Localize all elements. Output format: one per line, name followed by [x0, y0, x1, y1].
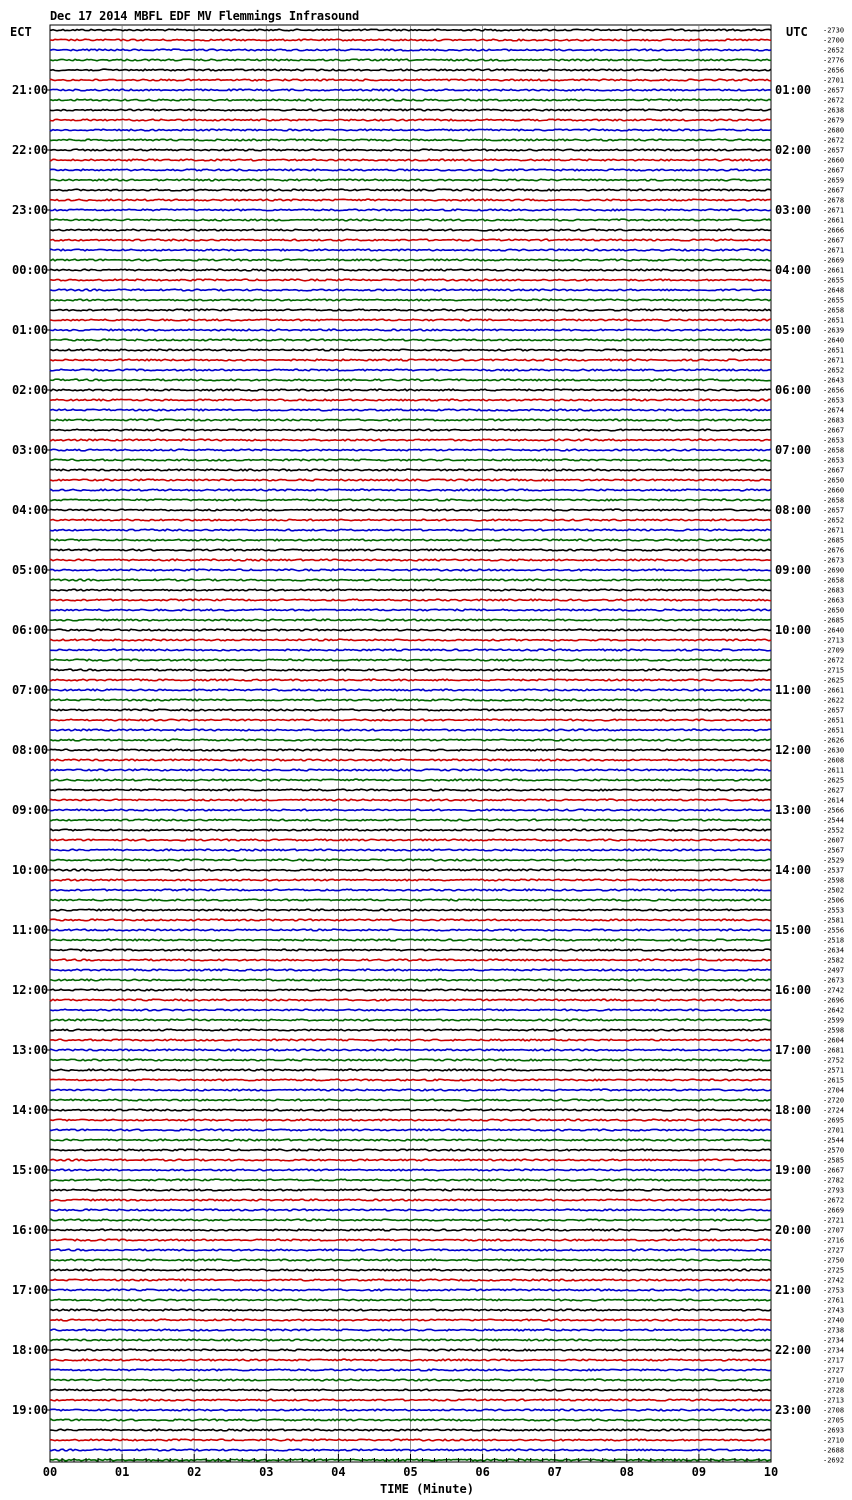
left-hour-label: 04:00	[12, 503, 49, 517]
trace-value-label: -2651	[823, 716, 845, 725]
trace-value-label: -2661	[823, 216, 845, 225]
trace-value-label: -2502	[823, 886, 845, 895]
trace-line	[50, 339, 771, 341]
trace-value-label: -2674	[823, 406, 845, 415]
x-tick-label: 02	[186, 1465, 202, 1479]
left-hour-label: 03:00	[12, 443, 49, 457]
trace-value-label: -2653	[823, 436, 845, 445]
trace-line	[50, 889, 771, 891]
trace-line	[50, 909, 771, 911]
trace-line	[50, 1029, 771, 1031]
x-tick-label: 07	[547, 1465, 562, 1479]
left-hour-label: 18:00	[12, 1343, 49, 1357]
trace-line	[50, 79, 771, 81]
right-hour-label: 15:00	[775, 923, 812, 937]
trace-value-label: -2660	[823, 156, 845, 165]
right-hour-label: 04:00	[775, 263, 812, 277]
trace-value-label: -2626	[823, 736, 845, 745]
x-tick-label: 03	[259, 1465, 274, 1479]
trace-value-label: -2742	[823, 1276, 845, 1285]
trace-value-label: -2696	[823, 996, 845, 1005]
x-tick-label: 08	[619, 1465, 635, 1479]
trace-value-label: -2713	[823, 1396, 845, 1405]
trace-value-label: -2648	[823, 286, 845, 295]
trace-line	[50, 209, 771, 211]
left-hour-label: 11:00	[12, 923, 49, 937]
trace-line	[50, 1199, 771, 1201]
trace-value-label: -2614	[823, 796, 845, 805]
trace-line	[50, 1309, 771, 1311]
trace-value-label: -2656	[823, 66, 845, 75]
right-hour-label: 08:00	[775, 503, 812, 517]
trace-value-label: -2615	[823, 1076, 845, 1085]
trace-line	[50, 1259, 771, 1261]
trace-line	[50, 879, 771, 881]
trace-value-label: -2701	[823, 76, 845, 85]
trace-value-label: -2642	[823, 1006, 845, 1015]
trace-value-label: -2659	[823, 176, 845, 185]
trace-value-label: -2643	[823, 376, 845, 385]
trace-value-label: -2625	[823, 776, 845, 785]
trace-value-label: -2683	[823, 586, 845, 595]
trace-line	[50, 269, 771, 271]
trace-value-label: -2793	[823, 1186, 845, 1195]
trace-value-label: -2713	[823, 636, 845, 645]
trace-value-label: -2651	[823, 726, 845, 735]
x-tick-label: 10	[763, 1465, 779, 1479]
trace-value-label: -2627	[823, 786, 845, 795]
trace-line	[50, 409, 771, 411]
trace-value-label: -2709	[823, 646, 845, 655]
trace-value-label: -2727	[823, 1366, 845, 1375]
trace-value-label: -2604	[823, 1036, 845, 1045]
right-hour-label: 09:00	[775, 563, 812, 577]
trace-value-label: -2685	[823, 616, 845, 625]
trace-line	[50, 1009, 771, 1011]
trace-value-label: -2658	[823, 306, 845, 315]
right-hour-label: 18:00	[775, 1103, 812, 1117]
right-hour-label: 23:00	[775, 1403, 812, 1417]
trace-value-label: -2721	[823, 1216, 845, 1225]
trace-value-label: -2630	[823, 746, 845, 755]
trace-value-label: -2695	[823, 1116, 845, 1125]
trace-value-label: -2667	[823, 1166, 845, 1175]
left-hour-label: 14:00	[12, 1103, 49, 1117]
x-tick-label: 05	[403, 1465, 418, 1479]
left-hour-label: 23:00	[12, 203, 49, 217]
left-hour-label: 06:00	[12, 623, 49, 637]
trace-value-label: -2673	[823, 556, 845, 565]
trace-value-label: -2688	[823, 1446, 845, 1455]
x-tick-label: 01	[114, 1465, 130, 1479]
trace-line	[50, 999, 771, 1001]
trace-line	[50, 179, 771, 181]
trace-value-label: -2716	[823, 1236, 845, 1245]
trace-value-label: -2734	[823, 1346, 845, 1355]
trace-value-label: -2683	[823, 416, 845, 425]
left-hour-label: 09:00	[12, 803, 49, 817]
trace-line	[50, 119, 771, 121]
left-hour-label: 15:00	[12, 1163, 49, 1177]
trace-line	[50, 529, 771, 531]
left-hour-label: 02:00	[12, 383, 49, 397]
trace-value-label: -2581	[823, 916, 845, 925]
trace-value-label: -2655	[823, 296, 845, 305]
trace-value-label: -2652	[823, 366, 845, 375]
trace-value-label: -2656	[823, 386, 845, 395]
trace-value-label: -2634	[823, 946, 845, 955]
trace-value-label: -2651	[823, 316, 845, 325]
trace-value-label: -2715	[823, 666, 845, 675]
trace-value-label: -2700	[823, 36, 845, 45]
trace-value-label: -2666	[823, 226, 845, 235]
left-hour-label: 17:00	[12, 1283, 49, 1297]
trace-value-label: -2552	[823, 826, 845, 835]
trace-value-label: -2678	[823, 196, 845, 205]
trace-line	[50, 69, 771, 71]
trace-value-label: -2734	[823, 1336, 845, 1345]
trace-value-label: -2660	[823, 486, 845, 495]
trace-line	[50, 1429, 771, 1431]
trace-line	[50, 459, 771, 461]
x-tick-label: 09	[691, 1465, 707, 1479]
trace-value-label: -2738	[823, 1326, 845, 1335]
trace-value-label: -2658	[823, 446, 845, 455]
trace-value-label: -2663	[823, 596, 845, 605]
trace-line	[50, 229, 771, 231]
trace-value-label: -2582	[823, 956, 845, 965]
trace-value-label: -2728	[823, 1386, 845, 1395]
trace-line	[50, 829, 771, 831]
trace-line	[50, 1179, 771, 1181]
trace-value-label: -2672	[823, 136, 845, 145]
trace-line	[50, 149, 771, 151]
trace-line	[50, 299, 771, 301]
trace-line	[50, 619, 771, 621]
right-hour-label: 03:00	[775, 203, 812, 217]
trace-value-label: -2753	[823, 1286, 845, 1295]
right-hour-label: 07:00	[775, 443, 812, 457]
trace-value-label: -2658	[823, 496, 845, 505]
trace-value-label: -2776	[823, 56, 845, 65]
trace-line	[50, 1379, 771, 1381]
trace-line	[50, 219, 771, 221]
trace-line	[50, 1079, 771, 1081]
trace-line	[50, 1019, 771, 1021]
trace-value-label: -2571	[823, 1066, 845, 1075]
trace-value-label: -2658	[823, 576, 845, 585]
trace-line	[50, 969, 771, 971]
trace-value-label: -2671	[823, 526, 845, 535]
trace-value-label: -2669	[823, 256, 845, 265]
trace-value-label: -2667	[823, 236, 845, 245]
trace-value-label: -2640	[823, 626, 845, 635]
trace-value-label: -2585	[823, 1156, 845, 1165]
x-axis-label: TIME (Minute)	[380, 1482, 474, 1496]
trace-value-label: -2671	[823, 246, 845, 255]
trace-value-label: -2672	[823, 656, 845, 665]
right-hour-label: 13:00	[775, 803, 812, 817]
trace-value-label: -2740	[823, 1316, 845, 1325]
trace-line	[50, 1239, 771, 1241]
trace-value-label: -2671	[823, 356, 845, 365]
right-hour-label: 16:00	[775, 983, 812, 997]
right-hour-label: 10:00	[775, 623, 812, 637]
trace-value-label: -2704	[823, 1086, 845, 1095]
right-hour-label: 17:00	[775, 1043, 812, 1057]
trace-line	[50, 249, 771, 251]
trace-value-label: -2640	[823, 336, 845, 345]
trace-value-label: -2710	[823, 1376, 845, 1385]
trace-value-label: -2652	[823, 46, 845, 55]
trace-value-label: -2672	[823, 1196, 845, 1205]
trace-line	[50, 369, 771, 371]
left-hour-label: 19:00	[12, 1403, 49, 1417]
trace-line	[50, 749, 771, 751]
trace-line	[50, 39, 771, 41]
trace-value-label: -2717	[823, 1356, 845, 1365]
trace-line	[50, 279, 771, 281]
trace-line	[50, 1339, 771, 1341]
left-timezone-label: ECT	[10, 25, 32, 39]
trace-value-label: -2667	[823, 186, 845, 195]
left-hour-label: 01:00	[12, 323, 49, 337]
trace-line	[50, 489, 771, 491]
left-hour-label: 21:00	[12, 83, 49, 97]
trace-line	[50, 429, 771, 431]
trace-value-label: -2681	[823, 1046, 845, 1055]
trace-value-label: -2506	[823, 896, 845, 905]
left-hour-label: 16:00	[12, 1223, 49, 1237]
trace-value-label: -2752	[823, 1056, 845, 1065]
x-tick-label: 00	[42, 1465, 58, 1479]
trace-value-label: -2761	[823, 1296, 845, 1305]
trace-value-label: -2661	[823, 266, 845, 275]
trace-line	[50, 349, 771, 351]
left-hour-label: 12:00	[12, 983, 49, 997]
trace-value-label: -2671	[823, 206, 845, 215]
trace-line	[50, 1249, 771, 1251]
trace-value-label: -2657	[823, 146, 845, 155]
right-hour-label: 19:00	[775, 1163, 812, 1177]
trace-value-label: -2710	[823, 1436, 845, 1445]
trace-value-label: -2622	[823, 696, 845, 705]
trace-line	[50, 519, 771, 521]
trace-value-label: -2667	[823, 166, 845, 175]
trace-line	[50, 309, 771, 311]
trace-value-label: -2672	[823, 96, 845, 105]
trace-value-label: -2657	[823, 506, 845, 515]
trace-line	[50, 1279, 771, 1281]
trace-line	[50, 439, 771, 441]
trace-value-label: -2669	[823, 1206, 845, 1215]
trace-line	[50, 769, 771, 771]
trace-value-label: -2693	[823, 1426, 845, 1435]
trace-line	[50, 1369, 771, 1371]
trace-value-label: -2730	[823, 26, 845, 35]
trace-line	[50, 679, 771, 681]
trace-value-label: -2743	[823, 1306, 845, 1315]
right-timezone-label: UTC	[786, 25, 808, 39]
trace-line	[50, 1419, 771, 1421]
trace-value-label: -2611	[823, 766, 845, 775]
trace-value-label: -2544	[823, 816, 845, 825]
left-hour-label: 10:00	[12, 863, 49, 877]
trace-value-label: -2653	[823, 456, 845, 465]
trace-value-label: -2727	[823, 1246, 845, 1255]
trace-line	[50, 329, 771, 331]
trace-value-label: -2680	[823, 126, 845, 135]
trace-value-label: -2676	[823, 546, 845, 555]
right-hour-label: 21:00	[775, 1283, 812, 1297]
x-tick-label: 06	[475, 1465, 490, 1479]
trace-value-label: -2750	[823, 1256, 845, 1265]
trace-value-label: -2608	[823, 756, 845, 765]
left-hour-label: 05:00	[12, 563, 49, 577]
trace-line	[50, 869, 771, 871]
trace-value-label: -2673	[823, 976, 845, 985]
trace-value-label: -2651	[823, 346, 845, 355]
trace-line	[50, 659, 771, 661]
left-hour-label: 13:00	[12, 1043, 49, 1057]
trace-line	[50, 1069, 771, 1071]
chart-title: Dec 17 2014 MBFL EDF MV Flemmings Infrasound	[50, 9, 360, 23]
trace-value-label: -2653	[823, 396, 845, 405]
right-hour-label: 02:00	[775, 143, 812, 157]
trace-value-label: -2556	[823, 926, 845, 935]
trace-value-label: -2598	[823, 1026, 845, 1035]
right-hour-label: 06:00	[775, 383, 812, 397]
trace-line	[50, 799, 771, 801]
trace-value-label: -2655	[823, 276, 845, 285]
trace-line	[50, 199, 771, 201]
trace-line	[50, 89, 771, 91]
trace-line	[50, 649, 771, 651]
trace-value-label: -2701	[823, 1126, 845, 1135]
trace-value-label: -2708	[823, 1406, 845, 1415]
trace-value-label: -2690	[823, 566, 845, 575]
trace-line	[50, 29, 771, 31]
trace-value-label: -2742	[823, 986, 845, 995]
trace-value-label: -2782	[823, 1176, 845, 1185]
right-hour-label: 22:00	[775, 1343, 812, 1357]
trace-value-label: -2497	[823, 966, 845, 975]
trace-value-label: -2599	[823, 1016, 845, 1025]
trace-value-label: -2725	[823, 1266, 845, 1275]
trace-line	[50, 1109, 771, 1111]
trace-value-label: -2570	[823, 1146, 845, 1155]
trace-value-label: -2567	[823, 846, 845, 855]
trace-value-label: -2544	[823, 1136, 845, 1145]
trace-value-label: -2639	[823, 326, 845, 335]
trace-value-label: -2537	[823, 866, 845, 875]
trace-value-label: -2724	[823, 1106, 845, 1115]
trace-line	[50, 159, 771, 161]
trace-value-label: -2657	[823, 706, 845, 715]
trace-value-label: -2529	[823, 856, 845, 865]
trace-value-label: -2685	[823, 536, 845, 545]
trace-value-label: -2518	[823, 936, 845, 945]
right-hour-label: 11:00	[775, 683, 812, 697]
right-hour-label: 20:00	[775, 1223, 812, 1237]
left-hour-label: 22:00	[12, 143, 49, 157]
trace-value-label: -2650	[823, 476, 845, 485]
trace-value-label: -2657	[823, 86, 845, 95]
trace-line	[50, 579, 771, 581]
right-hour-label: 01:00	[775, 83, 812, 97]
trace-value-label: -2607	[823, 836, 845, 845]
trace-value-label: -2707	[823, 1226, 845, 1235]
trace-line	[50, 1399, 771, 1401]
trace-value-label: -2720	[823, 1096, 845, 1105]
trace-value-label: -2566	[823, 806, 845, 815]
x-tick-label: 04	[331, 1465, 346, 1479]
right-hour-label: 14:00	[775, 863, 812, 877]
trace-line	[50, 319, 771, 321]
trace-value-label: -2625	[823, 676, 845, 685]
trace-value-label: -2667	[823, 466, 845, 475]
right-hour-label: 05:00	[775, 323, 812, 337]
trace-value-label: -2652	[823, 516, 845, 525]
trace-value-label: -2638	[823, 106, 845, 115]
trace-value-label: -2692	[823, 1456, 845, 1465]
trace-value-label: -2679	[823, 116, 845, 125]
trace-value-label: -2661	[823, 686, 845, 695]
trace-line	[50, 739, 771, 741]
trace-value-label: -2650	[823, 606, 845, 615]
left-hour-label: 07:00	[12, 683, 49, 697]
right-hour-label: 12:00	[775, 743, 812, 757]
trace-value-label: -2705	[823, 1416, 845, 1425]
left-hour-label: 08:00	[12, 743, 49, 757]
trace-value-label: -2598	[823, 876, 845, 885]
left-hour-label: 00:00	[12, 263, 49, 277]
trace-value-label: -2553	[823, 906, 845, 915]
trace-line	[50, 129, 771, 131]
trace-value-label: -2667	[823, 426, 845, 435]
